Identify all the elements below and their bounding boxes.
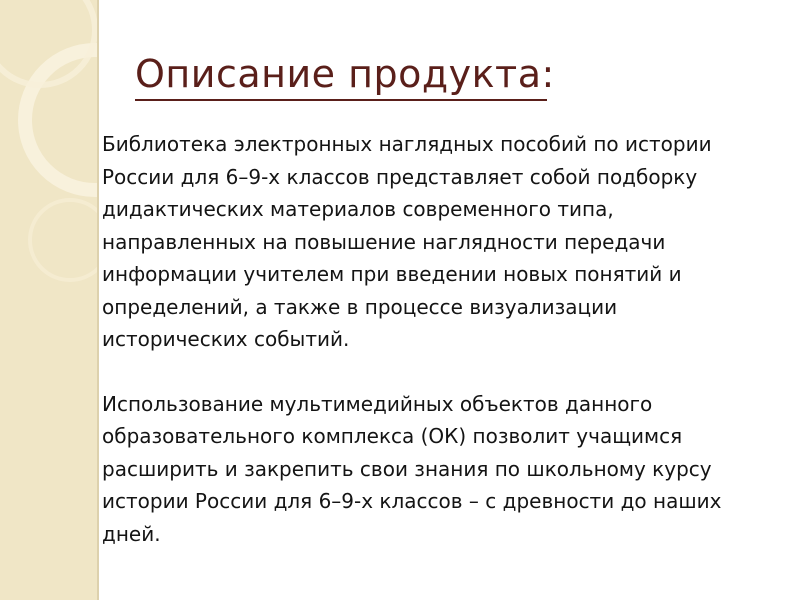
decorative-side-band (0, 0, 97, 600)
slide-body (102, 128, 742, 550)
side-divider (97, 0, 99, 600)
body-paragraph-1: Библиотека электронных наглядных пособий по истории России для 6–9-х классов представляет собой подборку дидактических материалов современного типа, направленных на повышение наглядности передачи информации учителем при введении новых понятий и определений, а также в процессе визуализации исторических событий. (102, 132, 712, 351)
decorative-circles (0, 0, 97, 600)
body-paragraph-2: Использование мультимедийных объектов данного образовательного комплекса (ОК) позволит учащимся расширить и закрепить свои знания по школьному курсу истории России для 6–9-х классов – с древности до наших дней. (102, 391, 722, 546)
slide-title: Описание продукта: (135, 52, 555, 96)
title-underline (135, 99, 547, 101)
